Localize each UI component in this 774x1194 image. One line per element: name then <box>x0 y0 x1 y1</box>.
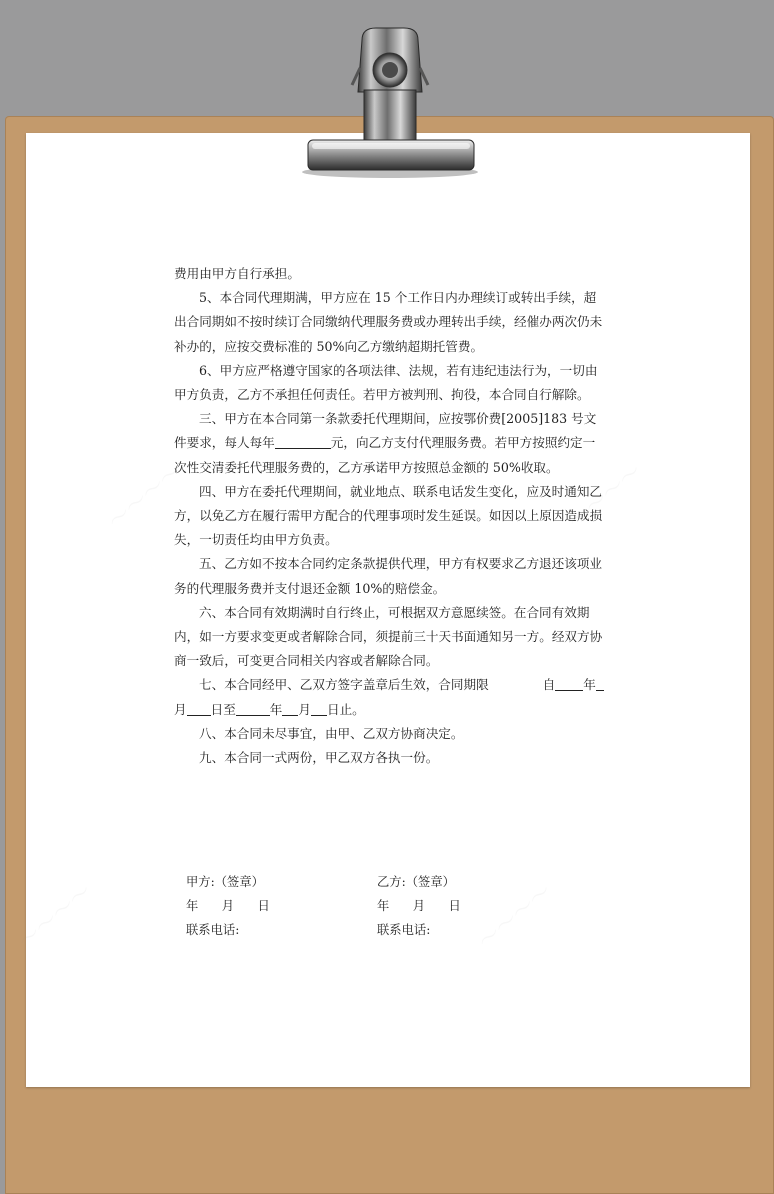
party-b-phone: 联系电话: <box>377 923 431 937</box>
fill-blank <box>187 702 211 716</box>
paragraph: 六、本合同有效期满时自行终止，可根据双方意愿续签。在合同有效期内，如一方要求变更或者解除合同，须提前三十天书面通知另一方。经双方协商一致后，可变更合同相关内容或者解除合同。 <box>174 604 603 669</box>
paragraph-text: 年 <box>583 677 596 693</box>
paragraph <box>174 673 604 697</box>
paragraph-text: 自 <box>542 677 556 693</box>
paragraph: 6、甲方应严格遵守国家的各项法律、法规，若有违纪违法行为，一切由甲方负责，乙方不承担任何责任。若甲方被判刑、拘役，本合同自行解除。 <box>174 362 598 403</box>
fill-blank <box>236 702 270 716</box>
fill-blank <box>311 702 327 716</box>
party-b-label: 乙方:（签章） <box>377 875 455 889</box>
paragraph-text: 元，向乙方支付代理服务费。若甲方按照约定一次性交清委托代理服务费的，乙方承诺甲方按照总金额的 50%收取。 <box>174 435 596 475</box>
party-a-phone: 联系电话: <box>186 923 240 937</box>
paragraph-text: 日至 <box>210 701 236 717</box>
paragraph-text: 日止。 <box>326 701 365 717</box>
party-a-label: 甲方:（签章） <box>186 875 264 889</box>
party-b-date: 年 月 日 <box>377 899 461 913</box>
paragraph-text: 年 <box>269 701 283 717</box>
paragraph: 五、乙方如不按本合同约定条款提供代理，甲方有权要求乙方退还该项业务的代理服务费并支付退还金额 10%的赔偿金。 <box>174 556 602 596</box>
paragraph: 费用由甲方自行承担。 <box>174 266 300 281</box>
signature-party-b <box>377 870 461 942</box>
paragraph: 九、本合同一式两份，甲乙双方各执一份。 <box>199 750 439 766</box>
paragraph-text: 月 <box>174 701 187 717</box>
paragraph: 八、本合同未尽事宜，由甲、乙双方协商决定。 <box>199 725 464 741</box>
fill-blank <box>596 677 604 691</box>
paragraph: 四、甲方在委托代理期间，就业地点、联系电话发生变化，应及时通知乙方，以免乙方在履行需甲方配合的代理事项时发生延误。如因以上原因造成损失，一切责任均由甲方负责。 <box>174 483 603 548</box>
paragraph <box>174 698 604 722</box>
fill-blank <box>555 677 583 691</box>
signature-party-a <box>186 870 270 942</box>
fill-blank <box>282 702 298 716</box>
paragraph-text: 月 <box>298 701 311 717</box>
contract-body <box>174 262 604 770</box>
paragraph-text: 七、本合同经甲、乙双方签字盖章后生效，合同期限 <box>199 677 489 693</box>
paragraph-text: 三、甲方在本合同第一条款委托代理期间，应按鄂价费[2005]183 号文件要求，每人每年 <box>174 411 597 451</box>
paragraph: 5、本合同代理期满，甲方应在 15 个工作日内办理续订或转出手续，超出合同期如不按时续订合同缴纳代理服务费或办理转出手续，经催办两次仍未补办的，应按交费标准的 50%向乙方缴纳超期托管费。 <box>174 290 603 354</box>
fill-blank <box>275 435 331 449</box>
party-a-date: 年 月 日 <box>186 899 270 913</box>
paragraph <box>174 407 604 480</box>
